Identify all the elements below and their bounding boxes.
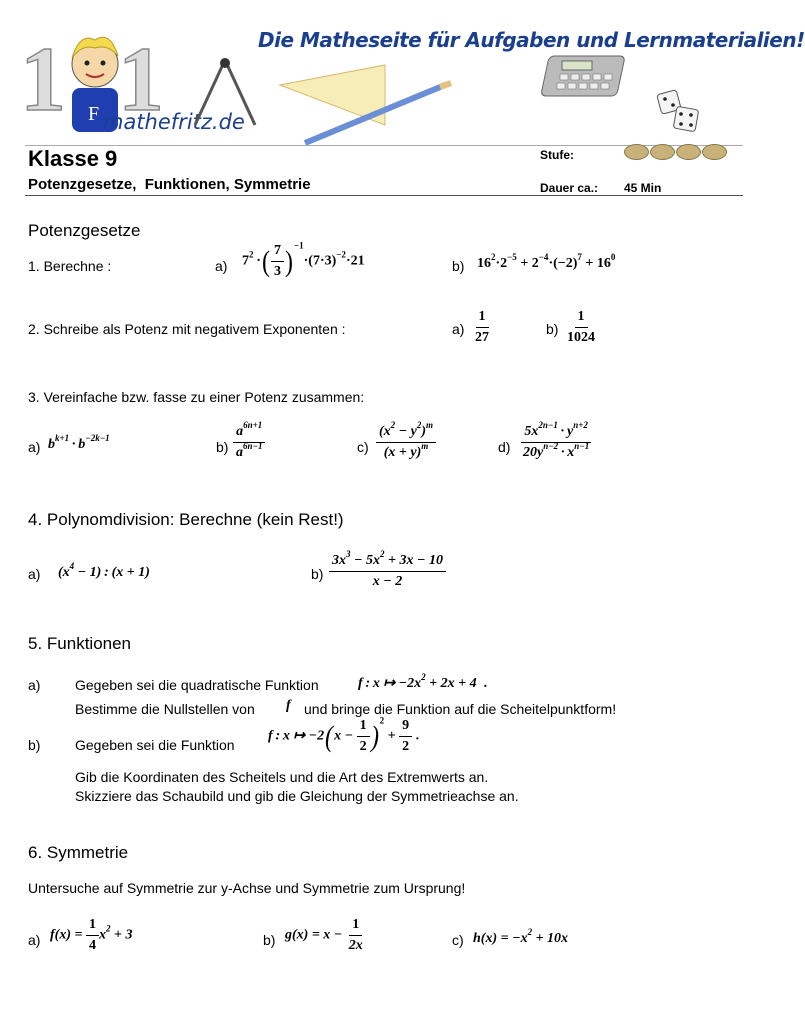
task6c-label: c) xyxy=(452,932,464,948)
level-pill-icon xyxy=(676,144,701,160)
task1b-label: b) xyxy=(452,258,465,274)
task2a-label: a) xyxy=(452,321,465,337)
task4b-formula: $\frac{3x^3 - 5x^2 + 3x - 10}{x - 2}$ xyxy=(329,553,446,590)
dice-icon xyxy=(655,88,703,136)
dauer-label: Dauer ca.: xyxy=(540,181,599,195)
task1a-label: a) xyxy=(215,258,228,274)
task6-intro: Untersuche auf Symmetrie zur y-Achse und Symmetrie zum Ursprung! xyxy=(28,880,466,896)
task5b-line1: Gegeben sei die Funktion xyxy=(75,737,235,753)
task1b-formula: $16^2\cdot 2^{-5} + 2^{-4}\cdot(-2)^7 + 16^0$ xyxy=(477,252,616,271)
svg-text:1: 1 xyxy=(20,28,66,130)
title-underline xyxy=(25,195,743,196)
task2-label: 2. Schreibe als Potenz mit negativem Exponenten : xyxy=(28,321,346,337)
task5b-function: f : x ↦ −2(x − $\frac{1}{2}$ )$^2$ + $\frac{9}{2}$ . xyxy=(268,715,420,754)
tagline: Die Matheseite für Aufgaben und Lernmaterialien! xyxy=(258,28,805,52)
task5a-label: a) xyxy=(28,677,41,693)
task5a-line2a: Bestimme die Nullstellen von xyxy=(75,701,255,717)
level-pill-icon xyxy=(624,144,649,160)
class-title: Klasse 9 xyxy=(28,146,118,171)
task3c-label: c) xyxy=(357,439,369,455)
task3-label: 3. Vereinfache bzw. fasse zu einer Potenz zusammen: xyxy=(28,389,365,405)
task6a-formula: f(x) = $\frac{1}{4}$ $x^2 + 3$ xyxy=(50,917,133,953)
task4a-formula: $(x^4 - 1)$ : (x + 1) xyxy=(58,561,150,580)
task5a-f-symbol: f xyxy=(286,698,291,713)
task3a-label: a) xyxy=(28,439,41,455)
task3b-formula: $\frac{a^{6n+1}}{a^{6n-1}}$ xyxy=(233,424,265,461)
task6c-formula: $h(x) = -x^2 + 10x$ xyxy=(473,927,569,946)
section-title-funktionen: 5. Funktionen xyxy=(28,634,132,653)
geometry-tools-icon xyxy=(185,55,455,150)
level-pill-icon xyxy=(650,144,675,160)
header-banner xyxy=(0,0,805,148)
task2b-formula: $\frac{1}{1024}$ xyxy=(567,309,595,345)
task3c-formula: $\frac{(x^2 - y^2)^m}{(x + y)^m}$ xyxy=(376,424,436,461)
task1a-formula: $7^2$ ·( $\frac{7}{3}$ )$^{-1}\cdot(7\cdot 3)^{-2}\cdot 21$ xyxy=(242,240,365,279)
task3d-formula: $\frac{5x^{2n-1} \cdot y^{n+2}}{20y^{n-2} \cdot x^{n-1}}$ xyxy=(523,420,590,460)
task1-label: 1. Berechne : xyxy=(28,258,112,274)
task4a-label: a) xyxy=(28,566,41,582)
section-title-potenzgesetze: Potenzgesetze xyxy=(28,221,141,240)
task3a-formula: $b^{k+1} \cdot b^{-2k-1}$ xyxy=(48,433,110,452)
section-title-symmetrie: 6. Symmetrie xyxy=(28,843,129,862)
task3b-label: b) xyxy=(216,439,229,455)
task6b-label: b) xyxy=(263,932,276,948)
dauer-value: 45 Min xyxy=(624,181,662,195)
svg-text:F: F xyxy=(88,103,100,125)
task5a-function: f : x ↦ $-2x^2 + 2x + 4$ . xyxy=(358,672,488,691)
level-pill-icon xyxy=(702,144,727,160)
task5b-line3: Skizziere das Schaubild und gib die Gleichung der Symmetrieachse an. xyxy=(75,788,519,804)
task2a-formula: $\frac{1}{27}$ xyxy=(475,309,489,345)
stufe-label: Stufe: xyxy=(540,148,574,162)
site-name: mathefritz.de xyxy=(103,110,245,134)
task5b-label: b) xyxy=(28,737,41,753)
section-title-polynomdivision: 4. Polynomdivision: Berechne (kein Rest!) xyxy=(28,510,344,529)
task6b-formula: g(x) = x − $\frac{1}{2x}$ xyxy=(285,917,363,953)
task3d-label: d) xyxy=(498,439,511,455)
task5a-line2b: und bringe die Funktion auf die Scheitelpunktform! xyxy=(304,701,617,717)
task4b-label: b) xyxy=(311,566,324,582)
calculator-icon xyxy=(548,52,628,100)
topics-title: Potenzgesetze, Funktionen, Symmetrie xyxy=(28,176,311,193)
stufe-level-pills xyxy=(624,144,727,160)
task6a-label: a) xyxy=(28,932,41,948)
svg-text:1: 1 xyxy=(118,28,164,130)
task5b-line2: Gib die Koordinaten des Scheitels und die Art des Extremwerts an. xyxy=(75,769,489,785)
task2b-label: b) xyxy=(546,321,559,337)
task5a-line1: Gegeben sei die quadratische Funktion xyxy=(75,677,319,693)
